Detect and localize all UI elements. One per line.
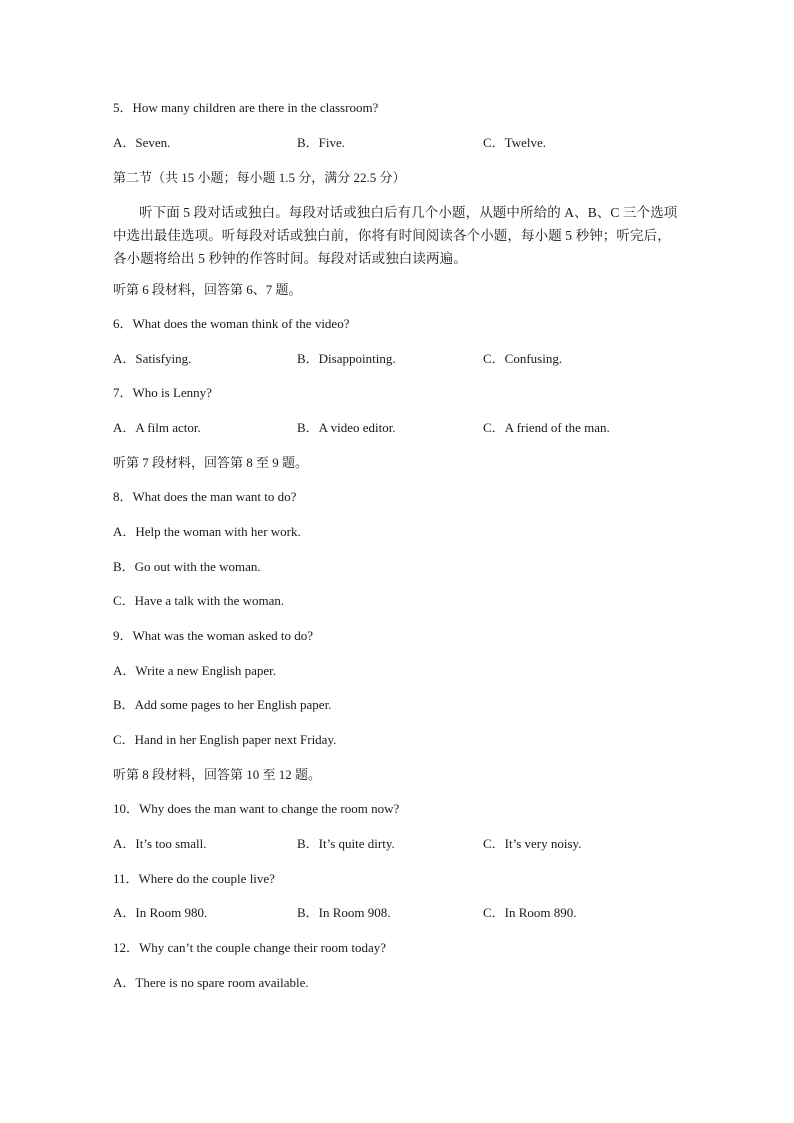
question-9-option-b: B．Add some pages to her English paper. — [113, 697, 332, 712]
question-10-option-b: B．It’s quite dirty. — [297, 836, 395, 851]
question-11-option-c: C．In Room 890. — [483, 905, 577, 920]
section-2-instructions: 听下面 5 段对话或独白。每段对话或独白后有几个小题，从题中所给的 A、B、C 三个选项中选出最佳选项。听每段对话或独白前，你将有时间阅读各个小题，每小题 5 秒钟；听完后，各小题将给出 5 秒钟的作答时间。每段对话或独白读两遍。 — [113, 205, 678, 266]
question-9-option-a: A．Write a new English paper. — [113, 663, 277, 678]
question-5-option-a: A．Seven. — [113, 135, 171, 150]
question-7-stem: 7．Who is Lenny? — [113, 385, 212, 400]
question-11-option-b: B．In Room 908. — [297, 905, 391, 920]
question-5-option-b: B．Five. — [297, 135, 346, 150]
question-6-option-c: C．Confusing. — [483, 351, 563, 366]
question-6-option-b: B．Disappointing. — [297, 351, 396, 366]
question-8-option-c: C．Have a talk with the woman. — [113, 593, 285, 608]
segment-8-heading: 听第 8 段材料，回答第 10 至 12 题。 — [113, 767, 322, 782]
question-8-stem: 8．What does the man want to do? — [113, 489, 297, 504]
question-10-option-a: A．It’s too small. — [113, 836, 207, 851]
question-11-stem: 11．Where do the couple live? — [113, 871, 275, 886]
question-10-option-c: C．It’s very noisy. — [483, 836, 582, 851]
question-5-option-c: C．Twelve. — [483, 135, 546, 150]
question-11-option-a: A．In Room 980. — [113, 905, 208, 920]
segment-6-heading: 听第 6 段材料，回答第 6、7 题。 — [113, 282, 302, 297]
question-7-option-b: B．A video editor. — [297, 420, 396, 435]
question-7-option-a: A．A film actor. — [113, 420, 201, 435]
segment-7-heading: 听第 7 段材料，回答第 8 至 9 题。 — [113, 455, 309, 470]
question-10-stem: 10．Why does the man want to change the room now? — [113, 801, 400, 816]
question-5-stem: 5．How many children are there in the classroom? — [113, 100, 379, 115]
question-9-stem: 9．What was the woman asked to do? — [113, 628, 314, 643]
question-9-option-c: C．Hand in her English paper next Friday. — [113, 732, 337, 747]
section-2-heading: 第二节（共 15 小题；每小题 1.5 分，满分 22.5 分） — [113, 170, 406, 185]
question-6-option-a: A．Satisfying. — [113, 351, 192, 366]
question-7-option-c: C．A friend of the man. — [483, 420, 610, 435]
question-8-option-b: B．Go out with the woman. — [113, 559, 261, 574]
question-8-option-a: A．Help the woman with her work. — [113, 524, 301, 539]
question-12-option-a: A．There is no spare room available. — [113, 975, 309, 990]
question-6-stem: 6．What does the woman think of the video? — [113, 316, 350, 331]
question-12-stem: 12．Why can’t the couple change their room today? — [113, 940, 387, 955]
